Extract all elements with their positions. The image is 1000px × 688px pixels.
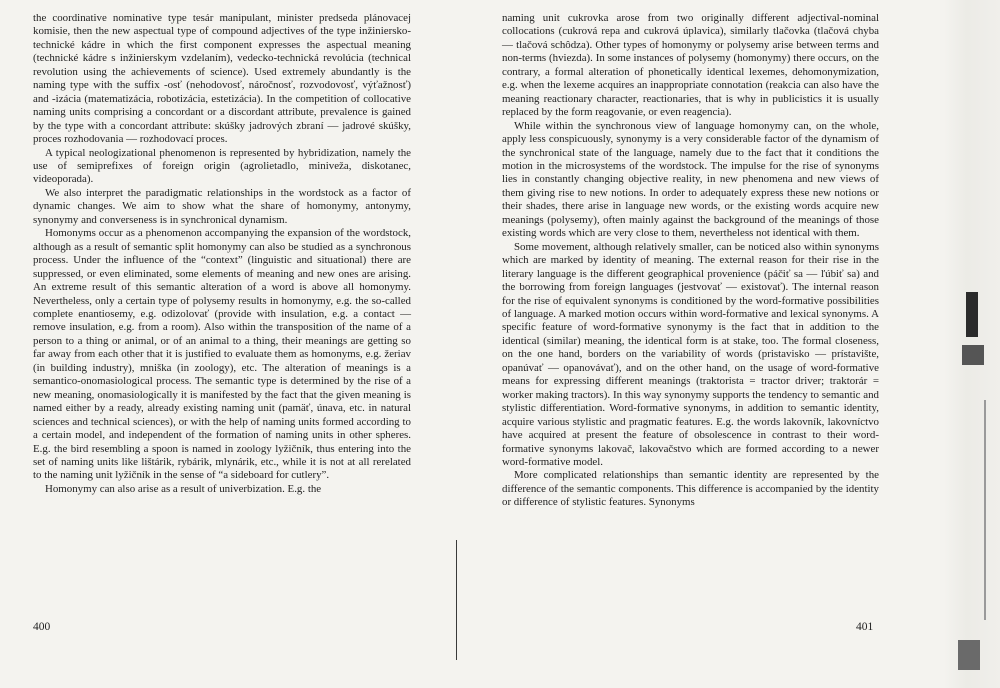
scan-artifact	[962, 345, 984, 365]
scan-artifact	[984, 400, 986, 620]
left-page-body	[33, 12, 411, 496]
page-number-right: 401	[856, 621, 874, 633]
paragraph: While within the synchronous view of language homonymy can, on the whole, apply less conspicuously, synonymy is a very considerable factor of the dynamism of the synchronical state of the language, namely due to the fact that it conditions the motion in the microsystems of the wordstock. The impulse for the rise of synonyms lies in constantly changing objective reality, in new phenomena and new views of them giving rise to new notions. In order to adequately express these new notions or their shades, there arise in language new words, or the existing words acquire new meanings (polysemy), often mainly against the background of the meanings of those existing words which are very close to them, nevertheless not identical with them.	[502, 119, 879, 240]
scan-page-edge	[944, 0, 1000, 688]
scan-artifact	[958, 640, 980, 670]
scan-artifact	[966, 292, 978, 337]
paragraph: naming unit cukrovka arose from two originally different adjectival-nominal collocations (cukrová repa and cukrová úplavica), similarly tlačovka (tlačová chyba — tlačová schôdza). Other types of homonymy or polysemy arise between terms and non-terms (hviezda). In some instances of polysemy (homonymy) there occurs, on the contrary, a formal alteration of phonetically identical lexemes, dehomonymization, e.g. when the lexeme acquires an inappropriate connotation (reakcia can also have the meaning reactionary character, reactionaries, that is why in publicistics it is usually replaced by the form reagovanie, or even reagencia).	[502, 12, 879, 119]
paragraph: Homonymy can also arise as a result of univerbization. E.g. the	[45, 482, 322, 495]
paragraph: More complicated relationships than semantic identity are represented by the difference of the semantic components. This difference is accompanied by the identity or difference of stylistic features. Synonyms	[502, 469, 879, 509]
page-number-left: 400	[33, 621, 51, 633]
paragraph: A typical neologizational phenomenon is represented by hybridization, namely the use of semiprefixes of foreign origin (agrolietadlo, miniveža, diskotanec, videoporada).	[33, 146, 411, 186]
paragraph: the coordinative nominative type tesár manipulant, minister predseda plánovacej komisie, then the new aspectual type of compound adjectives of the type inžiniersko-technické kádre in which the first component expresses the aspectual meaning (technické kádre s inžinierskym vzdelaním), vedecko-technická revolúcia (technical revolution using the achievements of science). Used extremely abundantly is the naming type with the suffix -osť (nehodovosť, náročnosť, rozvodovosť, výťažnosť) and -izácia (matematizácia, robotizácia, estetizácia). In the competition of collocative naming units comprising a concordant or a discordant attribute, prevalence is gained by the type with a concordant attribute: skúšky jadrových zbraní — jadrové skúšky, proces rozhodovania — rozhodovací proces.	[33, 12, 411, 146]
paragraph: Homonyms occur as a phenomenon accompanying the expansion of the wordstock, although as a result of semantic split homonymy can also be studied as a synchronous process. Under the influence of the “context” (linguistic and situational) there are suppressed, or even eliminated, some elements of meaning and new ones are arising. An extreme result of this semantic alteration of a word is above all homonymy. Nevertheless, only a certain type of polysemy results in homonymy, e.g. the so-called complete enantiosemy, e.g. odizolovať (provide with insulation, e.g. a contact — remove insulation, e.g. from a room). Also within the transposition of the name of a person to a thing or animal, or of an animal to a thing, their meanings are getting so far away from each other that it is justified to evaluate them as homonyms, e.g. žeriav (in building industry), mniška (in zoology), etc. The alteration of meanings is a semantico-onomasiological process. The semantic type is determined by the rise of a new meaning, onomasiologically it is manifested by the fact that the given meaning is named either by a ready, already existing naming unit (pamäť, únava, etc. in natural sciences and technical sciences), or with the help of naming units formed according to a certain model, and independent of the formation of naming units in other spheres. E.g. the bird resembling a spoon is named in zoology lyžičník, thus entering into the set of naming units like lištárik, rybárik, mlynárik, etc., while it is not at all rerelated to the naming unit lyžičník in the sense of “a sideboard for cutlery”.	[33, 227, 411, 482]
right-page-body	[502, 12, 879, 510]
gutter-line	[456, 540, 457, 660]
paragraph: We also interpret the paradigmatic relationships in the wordstock as a factor of dynamic changes. We aim to show what the share of homonymy, antonymy, synonymy and converseness is in synchronical dynamism.	[33, 186, 411, 226]
paragraph: Some movement, although relatively smaller, can be noticed also within synonyms which are marked by identity of meaning. The external reason for their rise in the literary language is the different geographical provenience (páčiť sa — ľúbiť sa) and the borrowing from foreign languages (jestvovať — existovať). The internal reason for the rise of equivalent synonyms is conditioned by the word-formative possibilities of language. A marked motion occurs within word-formative and lexical synonyms. A specific feature of word-formative synonymy is the fact that in addition to the identical (similar) meaning, the identical form is at stake, too. The formal closeness, on the one hand, borders on the variability of words (pristavisko — prístavište, opanúvať — opanovávať), and on the other hand, on the usage of word-formative means for expressing different meanings (traktorista = tractor driver; traktorár = worker making tractors). In this way synonymy supports the tendency to semantic and stylistic differentiation. Word-formative synonyms, in addition to semantic identity, acquire various stylistic and pragmatic features. E.g. the words lakovník, lakovníctvo have acquired at present the feature of obsolescence in contrast to their word-formative synonyms lakovač, lakovačstvo which are formed according to a newer word-formative model.	[502, 240, 879, 468]
